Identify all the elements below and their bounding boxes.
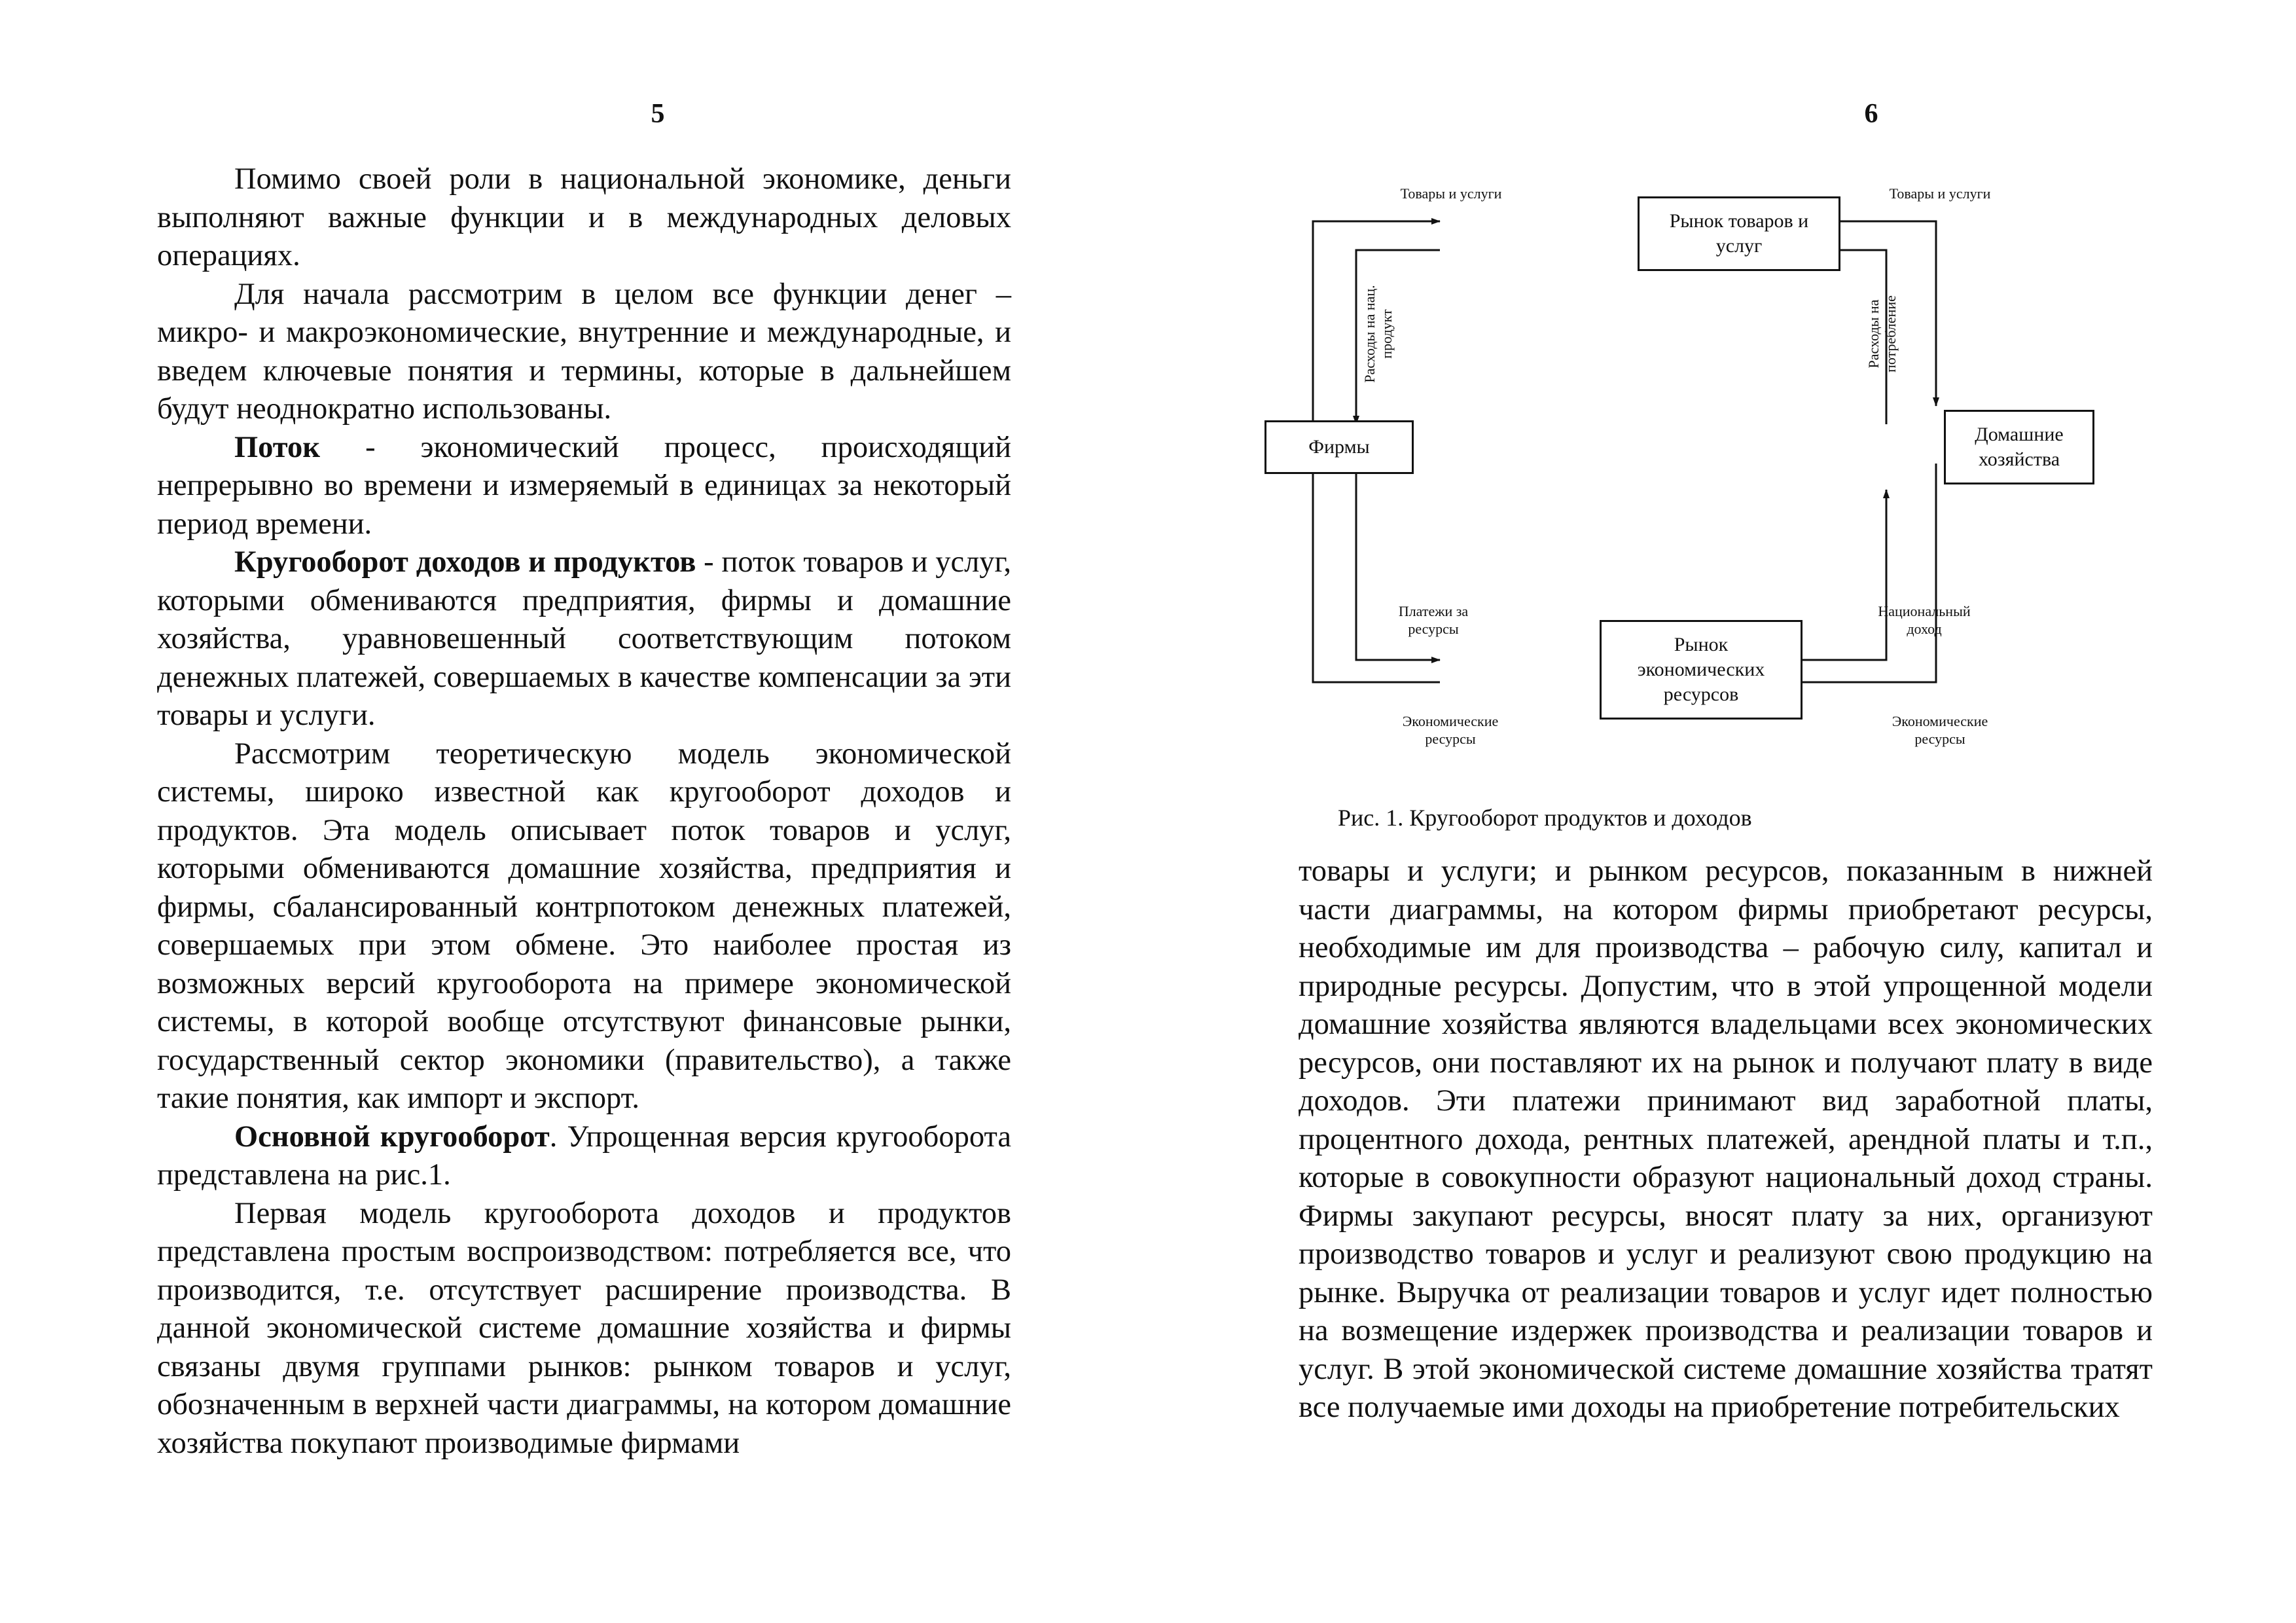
paragraph: Для начала рассмотрим в целом все функции денег – микро- и макроэкономические, внутренние и международные, и введем ключевые понятия и термины, которые в дальнейшем будут неоднократно использованы. — [157, 277, 1011, 426]
paragraph: товары и услуги; и рынком ресурсов, показанным в нижней части диаграммы, на котором фирмы приобретают ресурсы, необходимые им для производства – рабочую силу, капитал и природные ресурсы. Допустим, что в этой упрощенной модели домашние хозяйства являются владельцами всех экономических ресурсов, они поставляют их на рынок и получают плату в виде доходов. Эти платежи принимают вид заработной платы, процентного дохода, рентных платежей, арендной платы и т.п., которые в совокупности образуют национальный доход страны. Фирмы закупают ресурсы, вносят плату за них, организуют производство товаров и услуг и реализуют свою продукцию на рынке. Выручка от реализации товаров и услуг идет полностью на возмещение издержек производства и реализации товаров и услуг. В этой экономической системе домашние хозяйства тратят все получаемые ими доходы на приобретение потребительских — [1299, 854, 2153, 1424]
households-box: Домашние хозяйства — [1944, 410, 2094, 484]
diagram-arrows — [1279, 170, 2228, 851]
page-number: 6 — [1864, 99, 1878, 129]
paragraph: Кругооборот доходов и продуктов - поток товаров и услуг, которыми обмениваются предприятия, фирмы и домашние хозяйства, уравновешенный соответствующим потоком денежных платежей, совершаемых в качестве компенсации за эти товары и услуги. — [157, 545, 1011, 732]
label-econ-resources-right: Экономические ресурсы — [1892, 713, 1988, 747]
label-spending-national-product: Расходы на нац. продукт — [1361, 285, 1395, 383]
label-econ-resources-left: Экономические ресурсы — [1402, 713, 1499, 747]
paragraph: Первая модель кругооборота доходов и продуктов представлена простым воспроизводством: потребляется все, что производится, т.е. отсутствует расширение производства. В данной экономической системе домашние хозяйства и фирмы связаны двумя группами рынков: рынком товаров и услуг, обозначенным в верхней части диаграммы, на котором домашние хозяйства покупают производимые фирмами — [157, 1196, 1011, 1460]
label-national-income: Национальный доход — [1878, 603, 1971, 637]
page-number: 5 — [651, 99, 665, 129]
paragraph: Поток - экономический процесс, происходящий непрерывно во времени и измеряемый в единицах за некоторый период времени. — [157, 430, 1011, 541]
term: Поток — [234, 430, 321, 464]
paragraph: Помимо своей роли в национальной экономике, деньги выполняют важные функции и в международных деловых операциях. — [157, 162, 1011, 272]
resource-market-box: Рынок экономических ресурсов — [1600, 620, 1803, 720]
goods-market-box: Рынок товаров и услуг — [1638, 196, 1840, 271]
body-text — [157, 160, 1011, 1463]
label-consumer-spending: Расходы на потребление — [1865, 295, 1899, 373]
paragraph: Основной кругооборот. Упрощенная версия кругооборота представлена на рис.1. — [157, 1120, 1011, 1192]
firms-box: Фирмы — [1265, 420, 1414, 474]
circular-flow-diagram — [1279, 170, 2228, 851]
right-page — [1148, 0, 2296, 1623]
arrow-consumer-spending — [1644, 250, 1886, 424]
term: Кругооборот доходов и продуктов — [234, 545, 696, 579]
label-payments-for-resources: Платежи за ресурсы — [1398, 603, 1469, 637]
arrow-econ-resources-left — [1313, 464, 1440, 682]
body-text — [1299, 852, 2153, 1427]
term: Основной кругооборот — [234, 1120, 550, 1154]
label-goods-right: Товары и услуги — [1889, 185, 1991, 202]
label-goods-left: Товары и услуги — [1400, 185, 1502, 202]
figure-caption: Рис. 1. Кругооборот продуктов и доходов — [1338, 805, 1752, 831]
paragraph: Рассмотрим теоретическую модель экономической системы, широко известной как кругооборот доходов и продуктов. Эта модель описывает поток товаров и услуг, которыми обмениваются домашние хозяйства, предприятия и фирмы, сбалансированный контрпотоком денежных платежей, совершаемых при этом обмене. Это наиболее простая из возможных версий кругооборота на примере экономической системы, в которой вообще отсутствуют финансовые рынки, государственный сектор экономики (правительство), а также такие понятия, как импорт и экспорт. — [157, 737, 1011, 1115]
